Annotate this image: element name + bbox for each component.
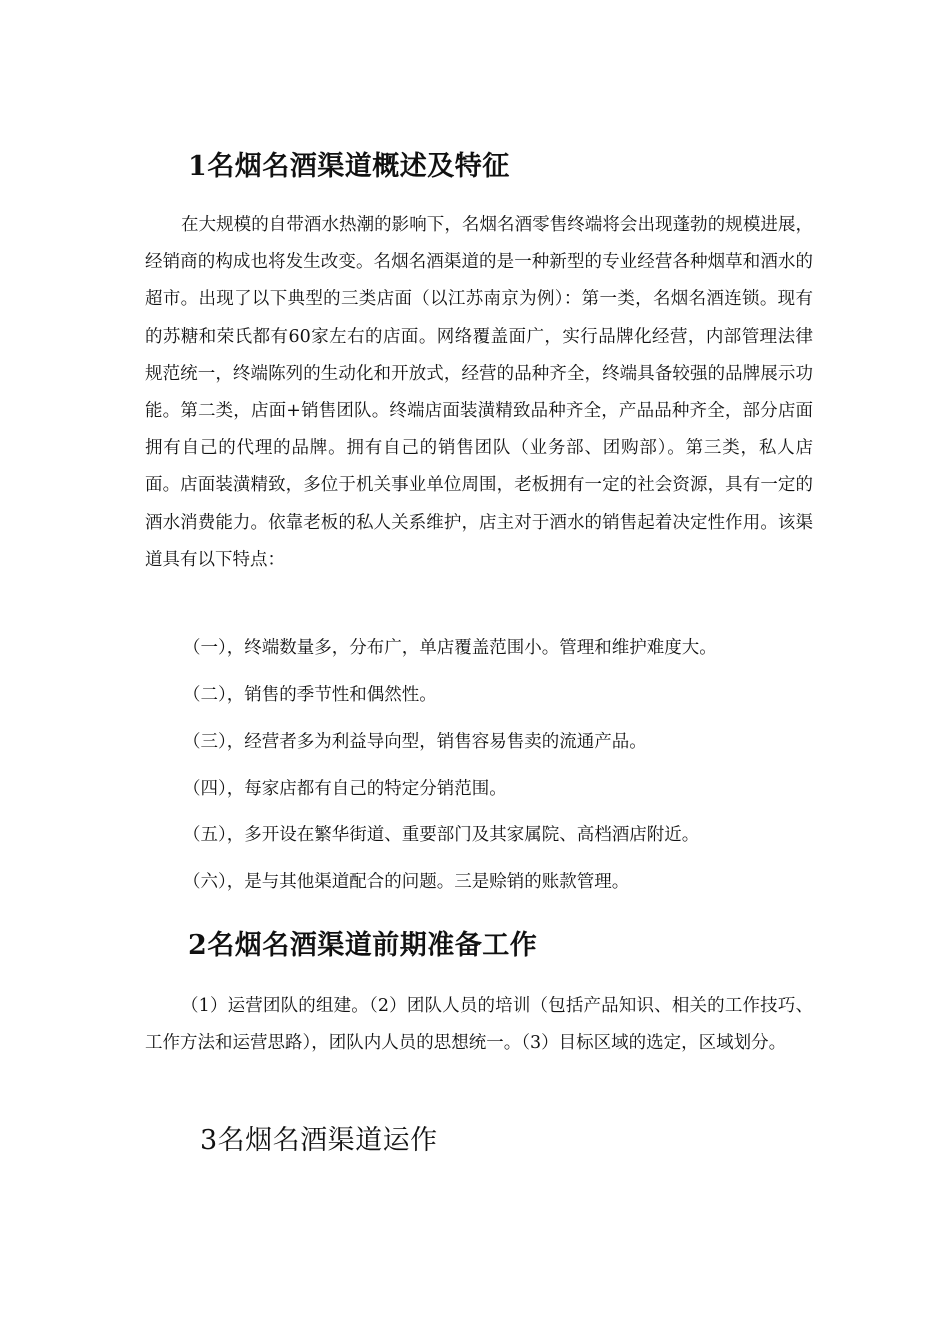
list-item: （三），经营者多为利益导向型，销售容易售卖的流通产品。 [183, 732, 647, 752]
section-2-paragraph: （1）运营团队的组建。（2）团队人员的培训（包括产品知识、相关的工作技巧、工作方法和运营思路），团队内人员的思想统一。（3）目标区域的选定，区域划分。 [145, 996, 813, 1054]
list-item: （四），每家店都有自己的特定分销范围。 [183, 779, 507, 799]
section-1-heading: 1名烟名酒渠道概述及特征 [188, 151, 510, 182]
section-3-heading: 3名烟名酒渠道运作 [200, 1125, 438, 1156]
section-2-heading: 2名烟名酒渠道前期准备工作 [188, 930, 538, 961]
list-item: （五），多开设在繁华街道、重要部门及其家属院、高档酒店附近。 [183, 825, 700, 845]
section-1-paragraph: 在大规模的自带酒水热潮的影响下，名烟名酒零售终端将会出现蓬勃的规模进展，经销商的构成也将发生改变。名烟名酒渠道的是一种新型的专业经营各种烟草和酒水的超市。出现了以下典型的三类店面（以江苏南京为例）：第一类，名烟名酒连锁。现有的苏糖和荣氏都有60家左右的店面。网络覆盖面广，实行品牌化经营，内部管理法律规范统一，终端陈列的生动化和开放式，经营的品种齐全，终端具备较强的品牌展示功能。第二类，店面+销售团队。终端店面装潢精致品种齐全，产品品种齐全，部分店面拥有自己的代理的品牌。拥有自己的销售团队（业务部、团购部）。第三类，私人店面。店面装潢精致，多位于机关事业单位周围，老板拥有一定的社会资源，具有一定的酒水消费能力。依靠老板的私人关系维护，店主对于酒水的销售起着决定性作用。该渠道具有以下特点： [145, 215, 813, 570]
list-item: （六），是与其他渠道配合的问题。三是赊销的账款管理。 [183, 872, 630, 892]
list-item: （一），终端数量多，分布广，单店覆盖范围小。管理和维护难度大。 [183, 638, 717, 658]
list-item: （二），销售的季节性和偶然性。 [183, 685, 437, 705]
